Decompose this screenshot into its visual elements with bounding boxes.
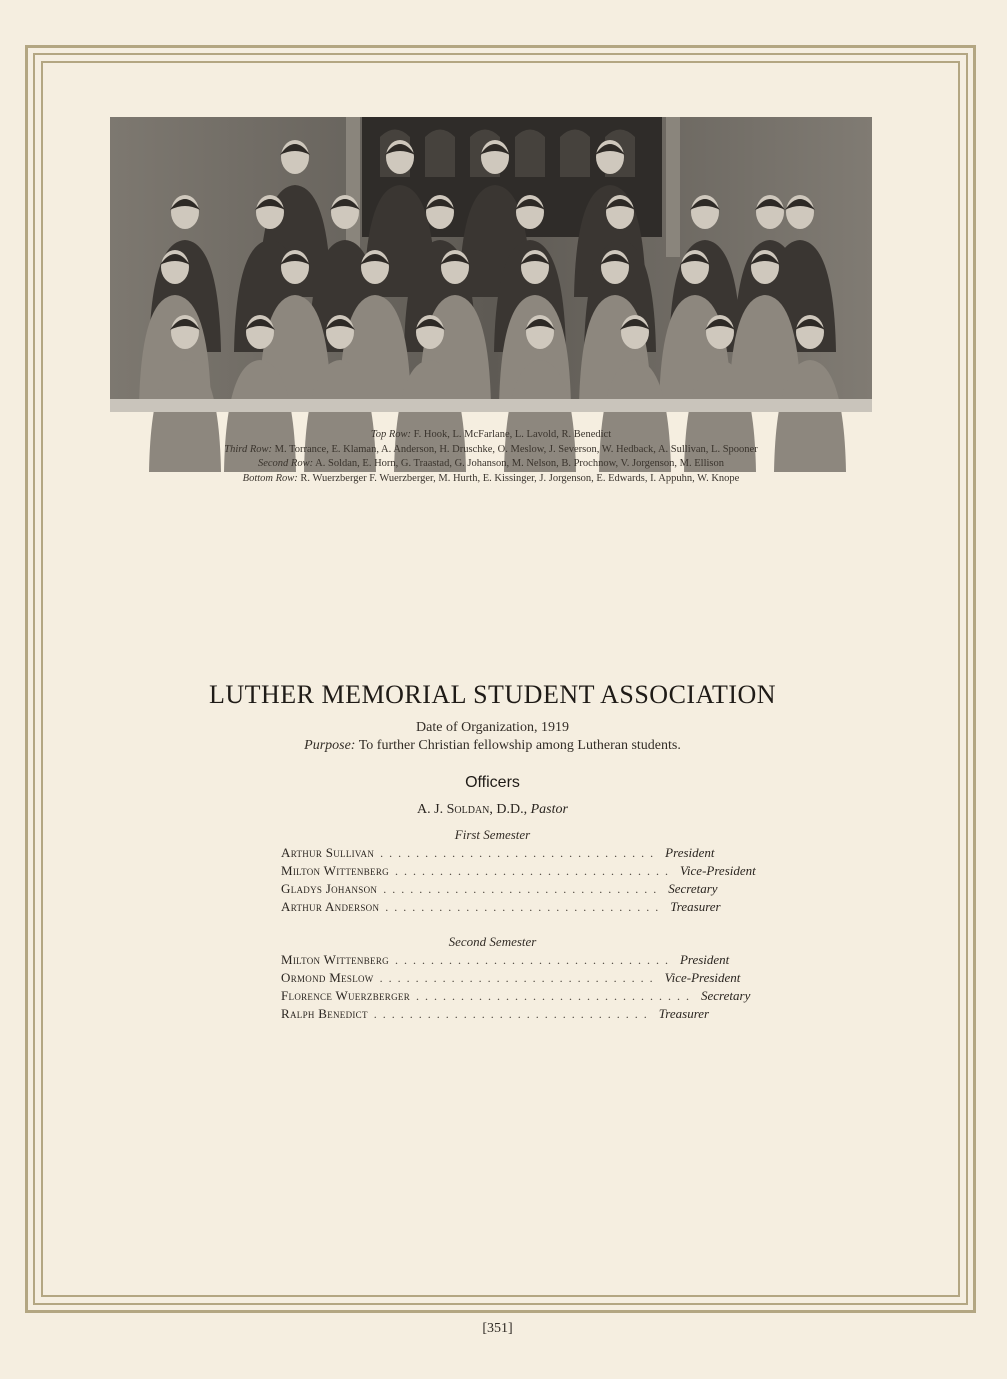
caption-top-row: Top Row: F. Hook, L. McFarlane, L. Lavold, R. Benedict <box>370 429 612 440</box>
officer-row: Ormond Meslow ............................... Vice-President <box>281 970 741 985</box>
officer-row: Florence Wuerzberger ............................... Secretary <box>281 988 751 1003</box>
officer-row: Gladys Johanson ............................... Secretary <box>281 881 718 896</box>
leader-dots: ............................... <box>379 971 659 985</box>
officer-row: Milton Wittenberg ............................... President <box>281 952 730 967</box>
purpose-line: Purpose: To further Christian fellowship among Lutheran students. <box>304 738 681 753</box>
page-title: LUTHER MEMORIAL STUDENT ASSOCIATION <box>208 680 777 709</box>
leader-dots: ............................... <box>385 900 665 914</box>
leader-dots: ............................... <box>380 846 660 860</box>
organization-date: Date of Organization, 1919 <box>416 720 569 735</box>
officer-row: Arthur Sullivan ............................... President <box>281 845 715 860</box>
second-semester-heading: Second Semester <box>448 934 537 949</box>
caption-bottom-row: Bottom Row: R. Wuerzberger F. Wuerzberger, M. Hurth, E. Kissinger, J. Jorgenson, E. Edwards, I. Appuhn, W. Knope <box>242 472 740 484</box>
group-photo <box>110 117 872 412</box>
leader-dots: ............................... <box>394 864 674 878</box>
first-semester-heading: First Semester <box>454 827 531 842</box>
first-semester-officers <box>281 845 756 917</box>
photo-caption <box>110 428 872 486</box>
officer-row: Milton Wittenberg ............................... Vice-President <box>281 863 756 878</box>
leader-dots: ............................... <box>394 953 674 967</box>
leader-dots: ............................... <box>383 882 663 896</box>
leader-dots: ............................... <box>373 1007 653 1021</box>
caption-third-row: Third Row: M. Torrance, E. Klaman, A. Anderson, H. Druschke, O. Meslow, J. Severson, W. Hedback, A. Sullivan, L. Spooner <box>224 443 758 455</box>
officers-heading: Officers <box>465 774 520 791</box>
officer-row: Arthur Anderson ............................... Treasurer <box>281 899 721 914</box>
second-semester-officers <box>281 952 751 1024</box>
officer-row: Ralph Benedict ............................... Treasurer <box>281 1006 710 1021</box>
caption-second-row: Second Row: A. Soldan, E. Horn, G. Traastad, G. Johanson, M. Nelson, B. Prochnow, V. Jorgenson, M. Ellison <box>257 458 724 469</box>
group-photo-drawing <box>110 117 872 412</box>
pastor-line: A. J. Soldan, D.D., Pastor <box>417 802 568 817</box>
page-number: [351] <box>482 1321 513 1336</box>
leader-dots: ............................... <box>416 989 696 1003</box>
